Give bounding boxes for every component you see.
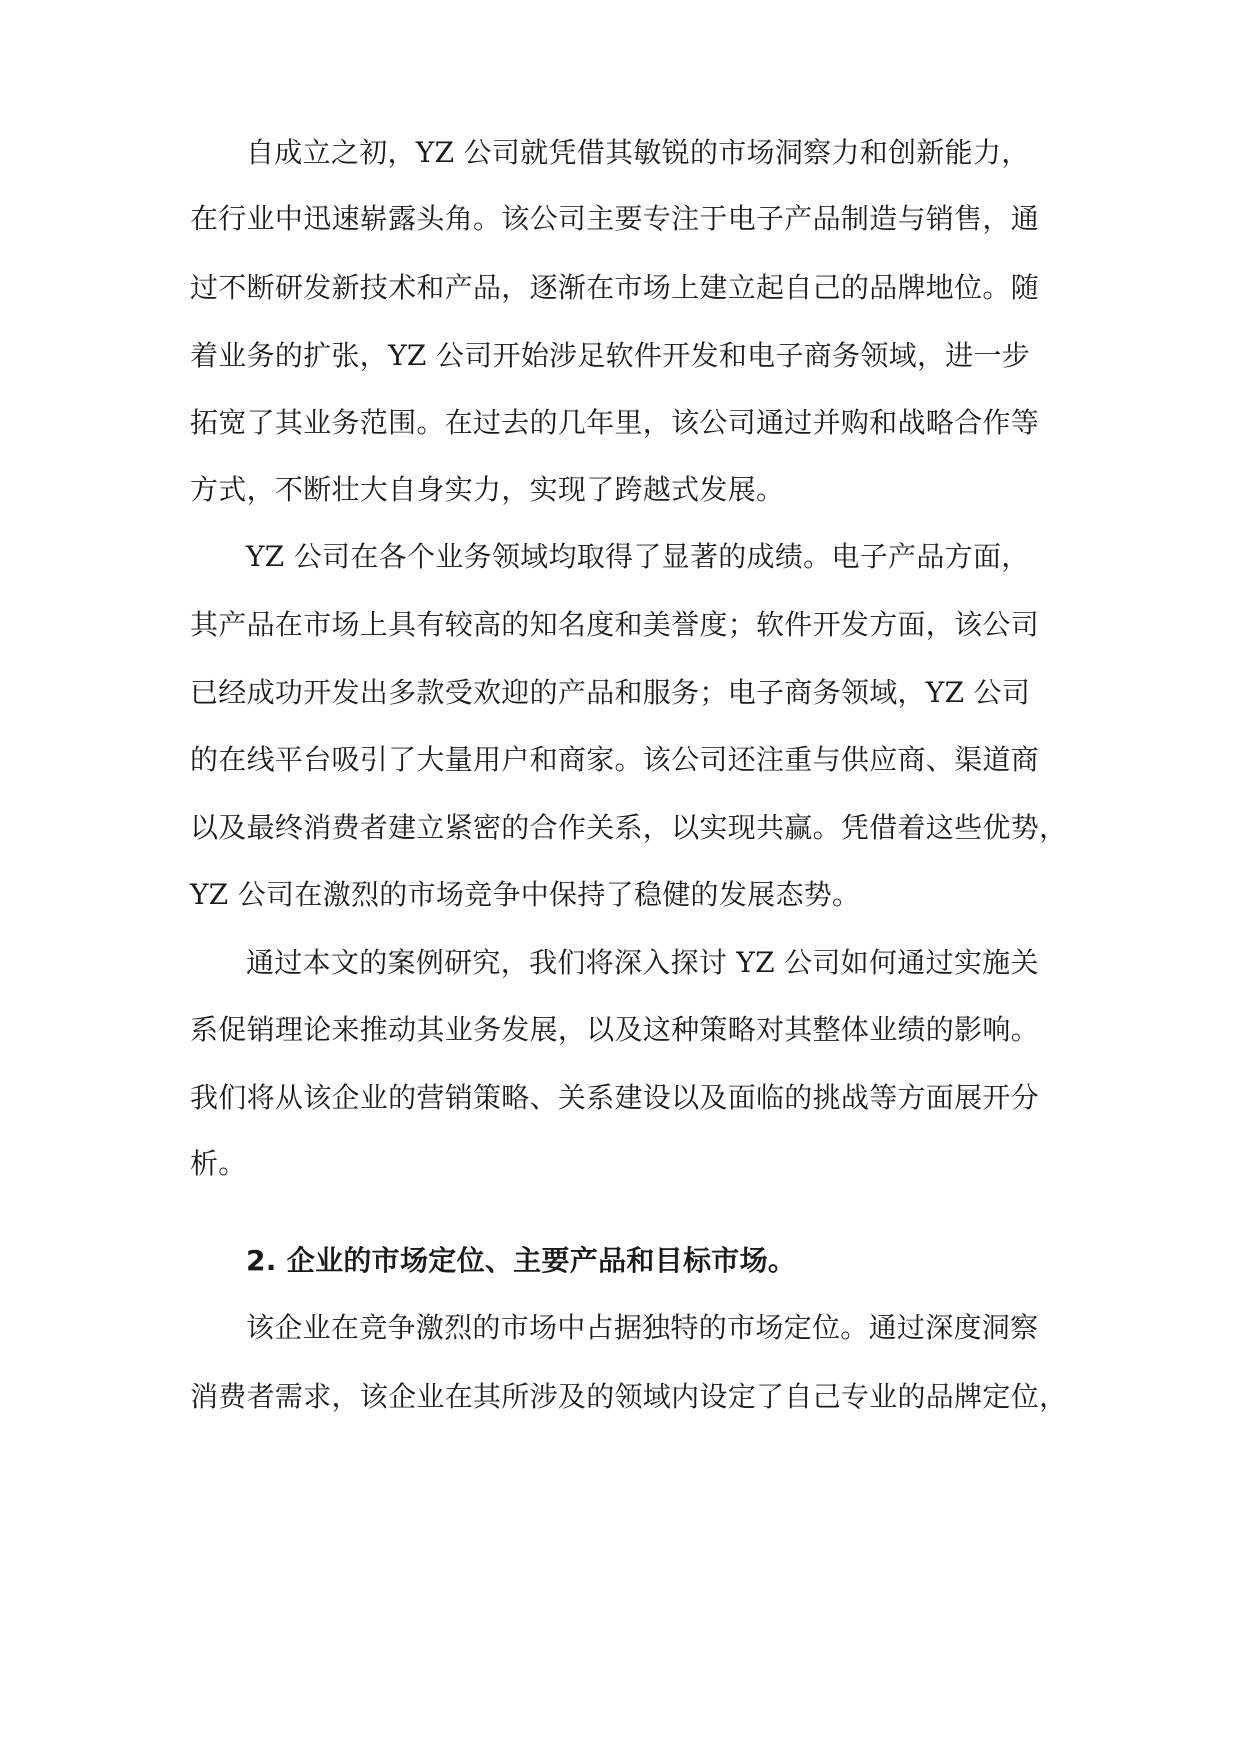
text-line: 消费者需求，该企业在其所涉及的领域内设定了自己专业的品牌定位， [190, 1380, 1068, 1413]
text-line: 自成立之初，YZ 公司就凭借其敏锐的市场洞察力和创新能力， [246, 136, 1030, 169]
text-line: 方式，不断壮大自身实力，实现了跨越式发展。 [190, 473, 785, 506]
text-line: 我们将从该企业的营销策略、关系建设以及面临的挑战等方面展开分 [190, 1081, 1040, 1114]
text-line: 着业务的扩张，YZ 公司开始涉足软件开发和电子商务领域，进一步 [190, 339, 1031, 372]
text-line: 析。 [190, 1147, 247, 1180]
text-line: 该企业在竞争激烈的市场中占据独特的市场定位。通过深度洞察 [246, 1311, 1039, 1344]
text-line: 通过本文的案例研究，我们将深入探讨 YZ 公司如何通过实施关 [246, 946, 1039, 979]
text-line: 其产品在市场上具有较高的知名度和美誉度；软件开发方面，该公司 [190, 608, 1040, 641]
text-line: 在行业中迅速崭露头角。该公司主要专注于电子产品制造与销售，通 [190, 202, 1040, 235]
text-line: 以及最终消费者建立紧密的合作关系，以实现共赢。凭借着这些优势， [190, 811, 1068, 844]
text-line: 系促销理论来推动其业务发展，以及这种策略对其整体业绩的影响。 [190, 1013, 1040, 1046]
text-line: 的在线平台吸引了大量用户和商家。该公司还注重与供应商、渠道商 [190, 743, 1040, 776]
section-heading: 2. 企业的市场定位、主要产品和目标市场。 [246, 1244, 797, 1277]
text-line: 过不断研发新技术和产品，逐渐在市场上建立起自己的品牌地位。随 [190, 271, 1040, 304]
text-line: YZ 公司在各个业务领域均取得了显著的成绩。电子产品方面， [246, 540, 1030, 573]
text-line: 已经成功开发出多款受欢迎的产品和服务；电子商务领域，YZ 公司 [190, 676, 1031, 709]
text-line: YZ 公司在激烈的市场竞争中保持了稳健的发展态势。 [190, 878, 861, 911]
text-line: 拓宽了其业务范围。在过去的几年里，该公司通过并购和战略合作等 [190, 406, 1040, 439]
